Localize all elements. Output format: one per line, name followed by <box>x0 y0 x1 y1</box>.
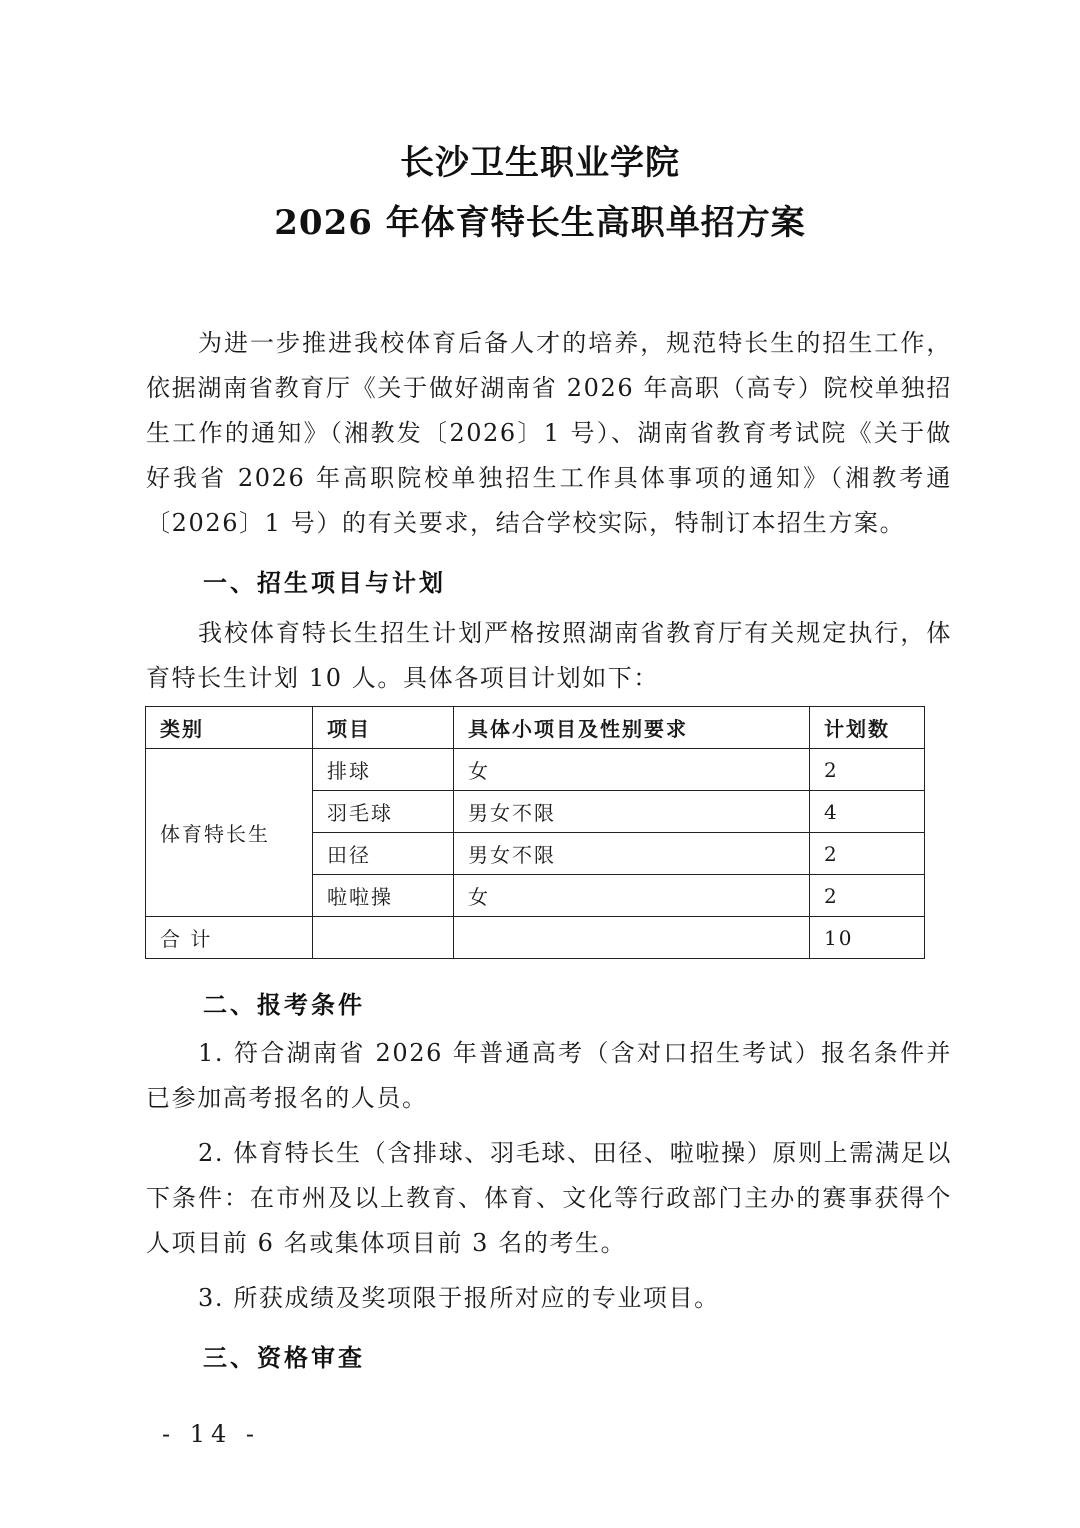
item-cell: 羽毛球 <box>313 791 454 833</box>
empty-cell <box>313 917 454 959</box>
requirement-cell: 女 <box>454 749 810 791</box>
condition-item-3: 3. 所获成绩及奖项限于报所对应的专业项目。 <box>198 1284 720 1312</box>
condition-item-1: 1. 符合湖南省 2026 年普通高考（含对口招生考试）报名条件并已参加高考报名的人员。 <box>146 1039 952 1112</box>
requirement-cell: 男女不限 <box>454 833 810 875</box>
count-cell: 2 <box>810 833 925 875</box>
item-cell: 田径 <box>313 833 454 875</box>
requirement-cell: 男女不限 <box>454 791 810 833</box>
document-title-line1: 长沙卫生职业学院 <box>400 143 680 183</box>
category-cell: 体育特长生 <box>146 749 313 917</box>
header-requirement: 具体小项目及性别要求 <box>454 707 810 749</box>
requirement-cell: 女 <box>454 875 810 917</box>
total-label-cell: 合 计 <box>146 917 313 959</box>
header-count: 计划数 <box>810 707 925 749</box>
item-cell: 啦啦操 <box>313 875 454 917</box>
table-total-row <box>146 917 925 959</box>
section1-paragraph: 我校体育特长生招生计划严格按照湖南省教育厅有关规定执行，体育特长生计划 10 人。具体各项目计划如下： <box>146 619 952 692</box>
table-row <box>146 749 925 791</box>
condition-item-2: 2. 体育特长生（含排球、羽毛球、田径、啦啦操）原则上需满足以下条件：在市州及以上教育、体育、文化等行政部门主办的赛事获得个人项目前 6 名或集体项目前 3 名的考生。 <box>146 1139 952 1257</box>
section3-heading: 三、资格审查 <box>203 1344 365 1372</box>
header-item: 项目 <box>313 707 454 749</box>
document-title-line2: 2026 年体育特长生高职单招方案 <box>274 203 806 243</box>
total-count-cell: 10 <box>810 917 925 959</box>
empty-cell <box>454 917 810 959</box>
count-cell: 2 <box>810 875 925 917</box>
page-number: - 14 - <box>162 1420 261 1448</box>
count-cell: 2 <box>810 749 925 791</box>
header-category: 类别 <box>146 707 313 749</box>
enrollment-plan-table <box>145 706 925 959</box>
section2-heading: 二、报考条件 <box>203 991 365 1019</box>
item-cell: 排球 <box>313 749 454 791</box>
count-cell: 4 <box>810 791 925 833</box>
section1-heading: 一、招生项目与计划 <box>203 569 446 597</box>
intro-paragraph: 为进一步推进我校体育后备人才的培养，规范特长生的招生工作，依据湖南省教育厅《关于做好湖南省 2026 年高职（高专）院校单独招生工作的通知》（湘教发〔2026〕1 号）、湖南省教育考试院《关于做好我省 2026 年高职院校单独招生工作具体事项的通知》（湘教考通〔2026〕1 号）的有关要求，结合学校实际，特制订本招生方案。 <box>146 329 952 537</box>
table-header-row <box>146 707 925 749</box>
